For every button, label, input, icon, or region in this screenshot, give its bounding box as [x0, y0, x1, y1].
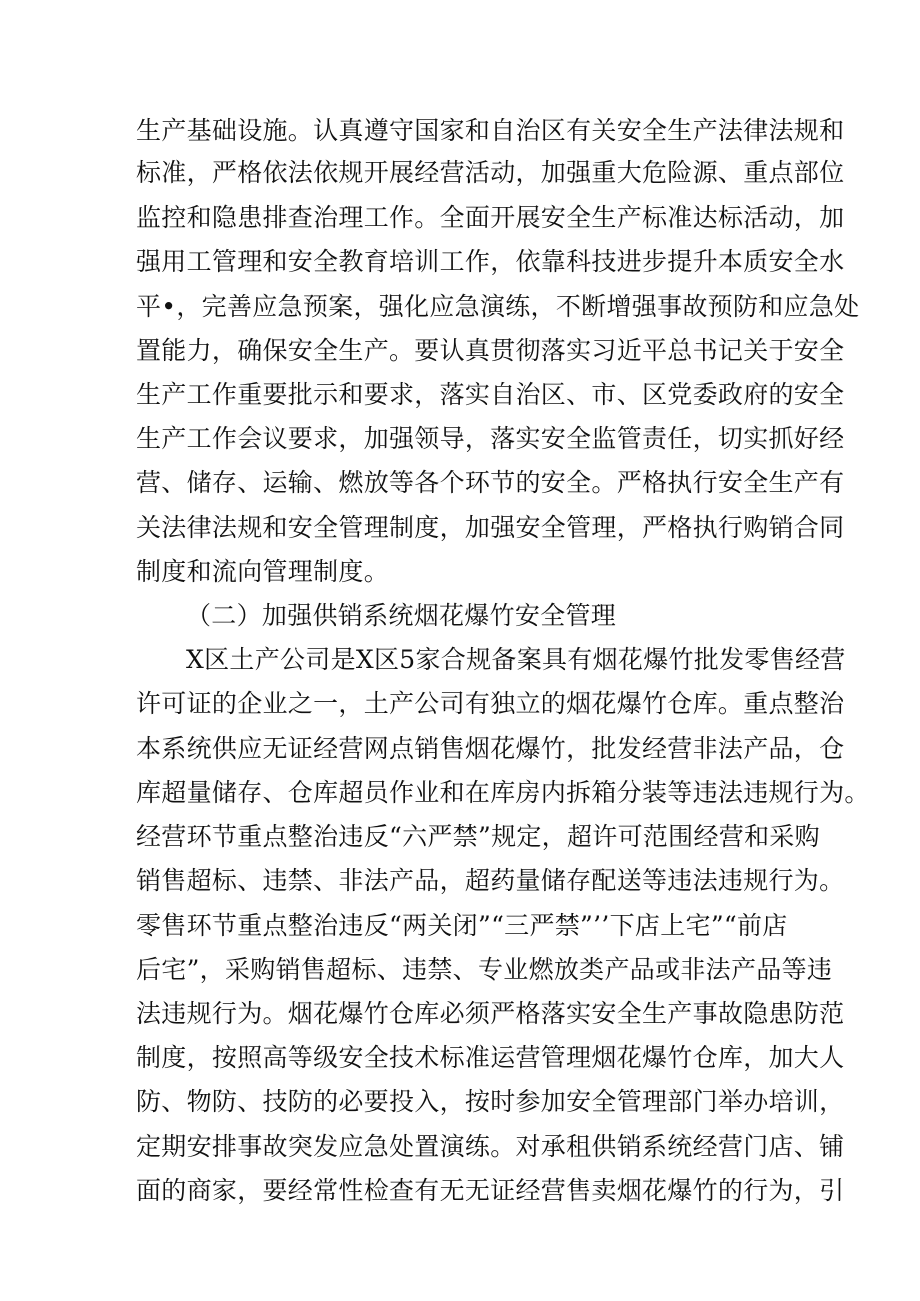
paragraph-1-line-3: 监控和隐患排查治理工作。全面开展安全生产标准达标活动，加 — [136, 203, 845, 232]
paragraph-1-line-7: 生产工作重要批示和要求，落实自治区、市、区党委政府的安全 — [136, 380, 845, 409]
paragraph-2-line-11: 防、物防、技防的必要投入，按时参加安全管理部门举办培训， — [136, 1087, 845, 1116]
paragraph-2-line-7: 零售环节重点整治违反“两关闭”“三严禁”’’下店上宅”“前店 — [136, 911, 788, 940]
paragraph-2-line-1: X区土产公司是X区5家合规备案具有烟花爆竹批发零售经营 — [186, 645, 846, 674]
paragraph-1-line-10: 关法律法规和安全管理制度，加强安全管理，严格执行购销合同 — [136, 513, 845, 542]
paragraph-2-line-3: 本系统供应无证经营网点销售烟花爆竹，批发经营非法产品，仓 — [136, 734, 845, 763]
paragraph-2-line-13: 面的商家，要经常性检查有无无证经营售卖烟花爆竹的行为，引 — [136, 1176, 845, 1205]
paragraph-1-line-9: 营、储存、运输、燃放等各个环节的安全。严格执行安全生产有 — [136, 468, 845, 497]
section-heading: （二）加强供销系统烟花爆竹安全管理 — [186, 601, 617, 630]
paragraph-2-line-10: 制度，按照高等级安全技术标准运营管理烟花爆竹仓库，加大人 — [136, 1043, 845, 1072]
paragraph-2-line-4: 库超量储存、仓库超员作业和在库房内拆箱分装等违法违规行为。 — [136, 778, 870, 807]
paragraph-1-line-8: 生产工作会议要求，加强领导，落实安全监管责任，切实抓好经 — [136, 424, 845, 453]
paragraph-2-line-8: 后宅”，采购销售超标、违禁、专业燃放类产品或非法产品等违 — [136, 955, 833, 984]
paragraph-1-line-5: 平•，完善应急预案，强化应急演练，不断增强事故预防和应急处 — [136, 292, 860, 321]
paragraph-2-line-6: 销售超标、违禁、非法产品，超药量储存配送等违法违规行为。 — [136, 866, 845, 895]
paragraph-1-line-1: 生产基础设施。认真遵守国家和自治区有关安全生产法律法规和 — [136, 116, 845, 145]
paragraph-2-line-9: 法违规行为。烟花爆竹仓库必须严格落实安全生产事故隐患防范 — [136, 999, 845, 1028]
paragraph-1-line-11: 制度和流向管理制度。 — [136, 557, 390, 586]
paragraph-2-line-5: 经营环节重点整治违反“六严禁”规定，超许可范围经营和采购 — [136, 822, 820, 851]
paragraph-1-line-6: 置能力，确保安全生产。要认真贯彻落实习近平总书记关于安全 — [136, 336, 845, 365]
paragraph-1-line-4: 强用工管理和安全教育培训工作，依靠科技进步提升本质安全水 — [136, 247, 845, 276]
paragraph-1-line-2: 标准，严格依法依规开展经营活动，加强重大危险源、重点部位 — [136, 158, 845, 187]
paragraph-2-line-2: 许可证的企业之一，土产公司有独立的烟花爆竹仓库。重点整治 — [136, 689, 845, 718]
paragraph-2-line-12: 定期安排事故突发应急处置演练。对承租供销系统经营门店、铺 — [136, 1132, 845, 1161]
